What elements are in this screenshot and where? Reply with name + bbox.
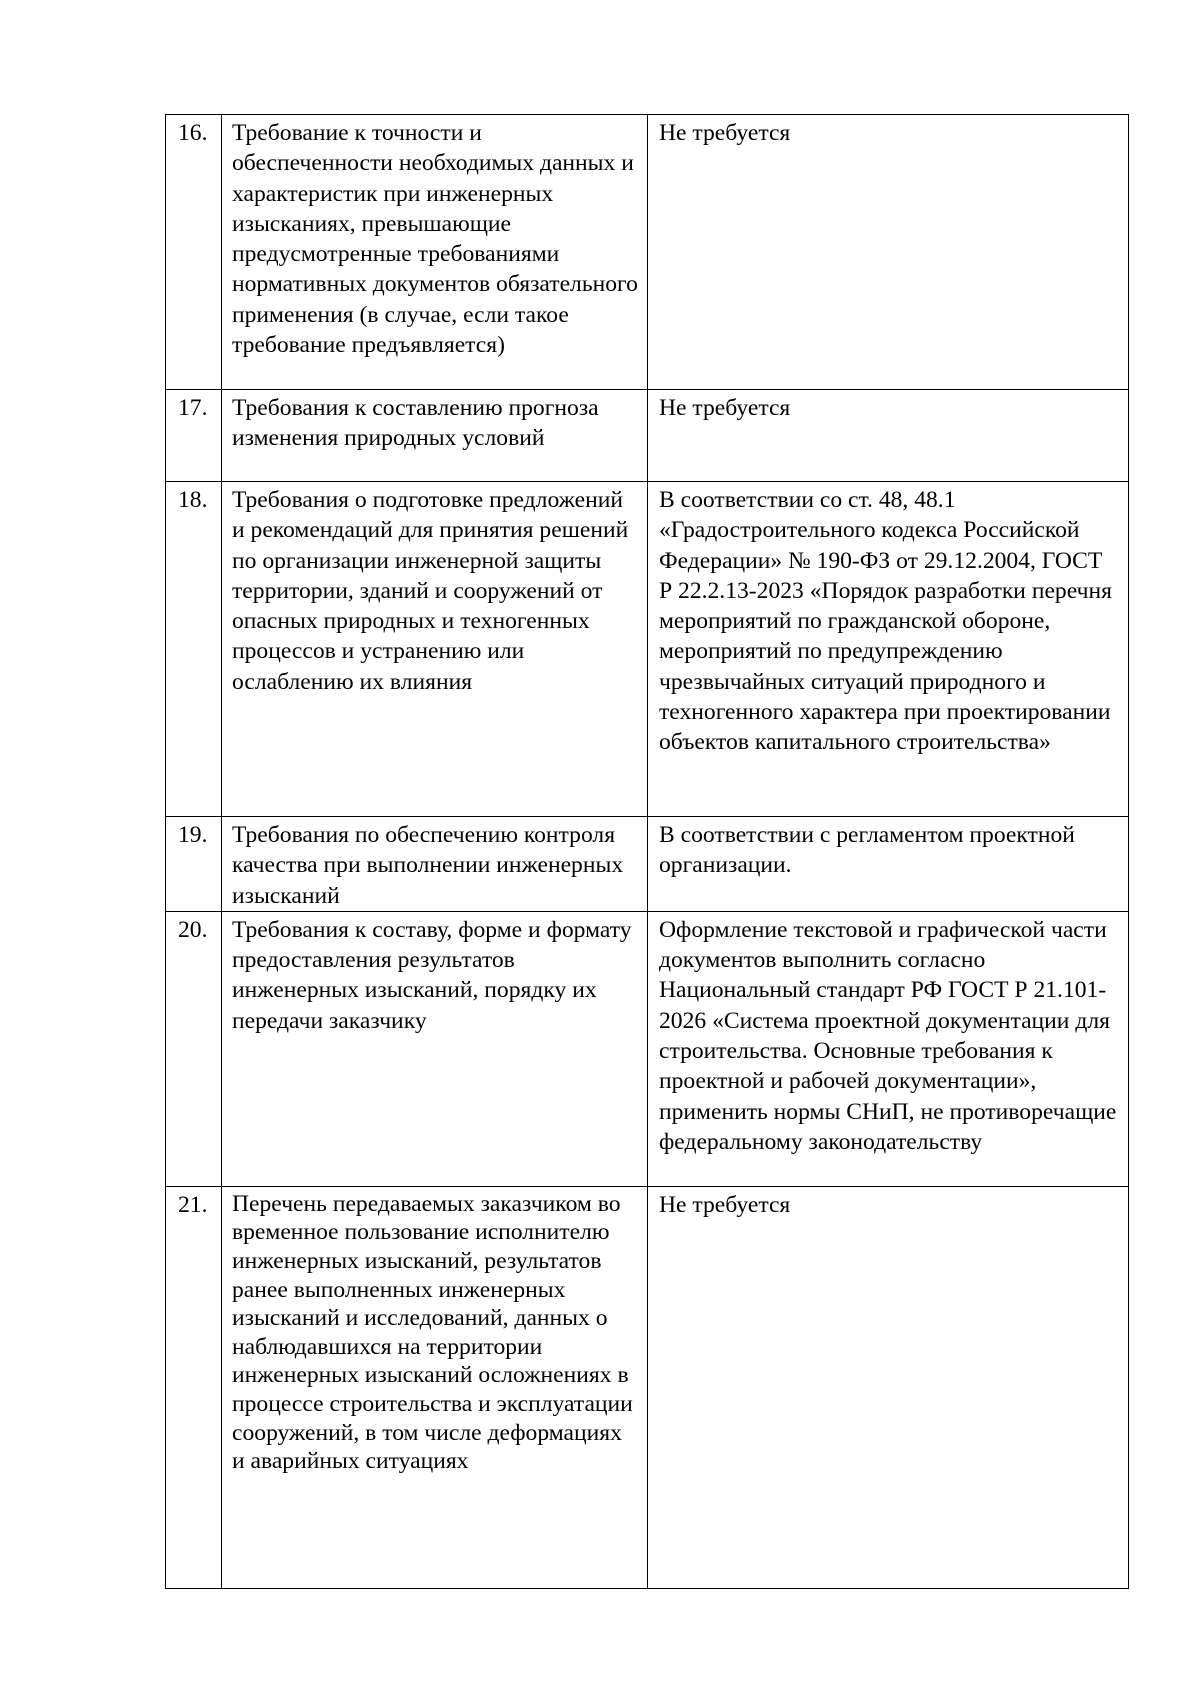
row-number: 16.	[166, 115, 222, 390]
row-number: 21.	[166, 1186, 222, 1588]
value-cell: В соответствии со ст. 48, 48.1 «Градостроительного кодекса Российской Федерации» № 190-ФЗ от 29.12.2004, ГОСТ Р 22.2.13-2023 «Порядок разработки перечня мероприятий по гражданской обороне, мероприятий по предупреждению чрезвычайных ситуаций природного и техногенного характера при проектировании объектов капитального строительства»	[648, 482, 1129, 817]
value-cell: Не требуется	[648, 1186, 1129, 1588]
table-row	[166, 1186, 1129, 1588]
table-row	[166, 817, 1129, 912]
table-row	[166, 390, 1129, 482]
row-number: 17.	[166, 390, 222, 482]
requirement-cell: Требования о подготовке предложений и рекомендаций для принятия решений по организации инженерной защиты территории, зданий и сооружений от опасных природных и техногенных процессов и устранению или ослаблению их влияния	[222, 482, 648, 817]
value-cell: Оформление текстовой и графической части документов выполнить согласно Национальный стандарт РФ ГОСТ Р 21.101-2026 «Система проектной документации для строительства. Основные требования к проектной и рабочей документации», применить нормы СНиП, не противоречащие федеральному законодательству	[648, 911, 1129, 1186]
row-number: 18.	[166, 482, 222, 817]
table-row	[166, 115, 1129, 390]
requirement-cell: Требования по обеспечению контроля качества при выполнении инженерных изысканий	[222, 817, 648, 912]
requirements-table	[165, 114, 1129, 1589]
value-cell: Не требуется	[648, 390, 1129, 482]
requirement-cell: Перечень передаваемых заказчиком во временное пользование исполнителю инженерных изысканий, результатов ранее выполненных инженерных изысканий и исследований, данных о наблюдавшихся на территории инженерных изысканий осложнениях в процессе строительства и эксплуатации сооружений, в том числе деформациях и аварийных ситуациях	[222, 1186, 648, 1588]
row-number: 20.	[166, 911, 222, 1186]
value-cell: В соответствии с регламентом проектной организации.	[648, 817, 1129, 912]
requirement-cell: Требование к точности и обеспеченности необходимых данных и характеристик при инженерных изысканиях, превышающие предусмотренные требованиями нормативных документов обязательного применения (в случае, если такое требование предъявляется)	[222, 115, 648, 390]
value-cell: Не требуется	[648, 115, 1129, 390]
row-number: 19.	[166, 817, 222, 912]
requirement-cell: Требования к составу, форме и формату предоставления результатов инженерных изысканий, порядку их передачи заказчику	[222, 911, 648, 1186]
table-row	[166, 482, 1129, 817]
requirement-cell: Требования к составлению прогноза изменения природных условий	[222, 390, 648, 482]
table-row	[166, 911, 1129, 1186]
